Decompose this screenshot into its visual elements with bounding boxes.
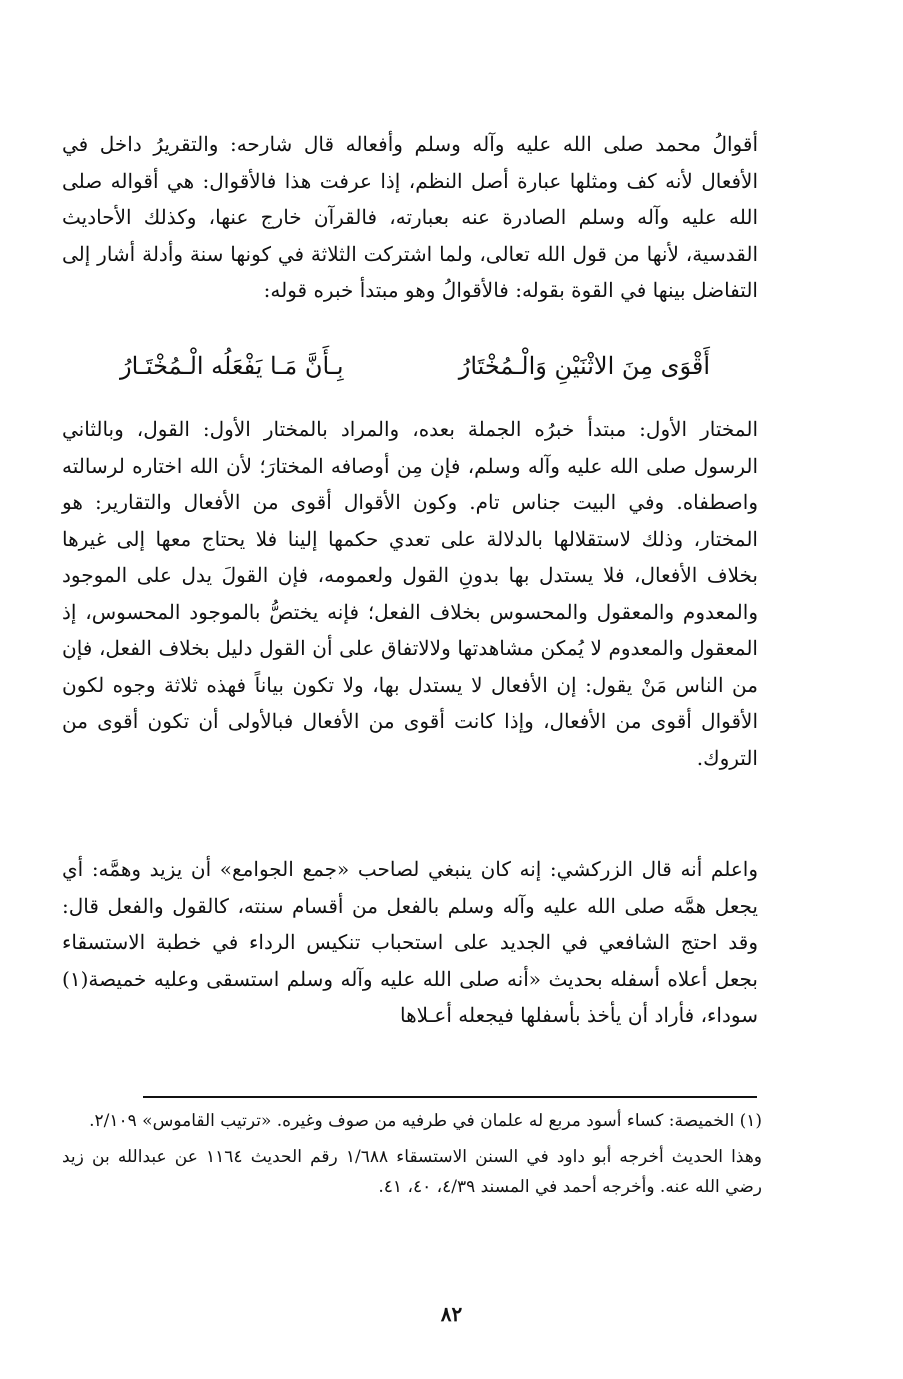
paragraph-3 <box>62 851 758 1034</box>
page-number: ٨٢ <box>440 1302 463 1326</box>
paragraph-1-text: أقوالُ محمد صلى الله عليه وآله وسلم وأفعاله قال شارحه: والتقريرُ داخل في الأفعال لأنه كف ومثلها عبارة أصل النظم، إذا عرفت هذا فالأقوال: هي أقواله صلى الله عليه وآله وسلم الصادرة عنه بعبارته، فالقرآن خارج عنها، وكذلك الأحاديث القدسية، لأنها من قول الله تعالى، ولما اشتركت الثلاثة في كونها سنة وأدلة أشار إلى التفاضل بينها في القوة بقوله: فالأقوالُ وهو مبتدأ خبره قوله: <box>62 132 758 302</box>
paragraph-1 <box>62 126 758 309</box>
verse-right-hemistich: أَقْوَى مِنَ الاثْنَيْنِ وَالْـمُخْتَارُ <box>458 352 710 380</box>
poetry-verse <box>120 346 710 386</box>
footnote-divider <box>143 1096 757 1098</box>
footnote-2: وهذا الحديث أخرجه أبو داود في السنن الاستسقاء ١/٦٨٨ رقم الحديث ١١٦٤ عن عبدالله بن زيد رضي الله عنه. وأخرجه أحمد في المسند ٤/٣٩، ٤٠، ٤١. <box>62 1147 762 1197</box>
paragraph-2 <box>62 411 758 776</box>
footnotes <box>62 1106 762 1202</box>
paragraph-2-text: المختار الأول: مبتدأ خبرُه الجملة بعده، والمراد بالمختار الأول: القول، وبالثاني الرسول صلى الله عليه وآله وسلم، فإن مِن أوصافه المختارَ؛ لأن الله اختاره لرسالته واصطفاه. وفي البيت جناس تام. وكون الأقوال أقوى من الأفعال والتقارير: هو المختار، وذلك لاستقلالها بالدلالة على تعدي حكمها إلينا فلا يحتاج معها إلى غيرها بخلاف الأفعال، فلا يستدل بها بدونِ القول ولعمومه، فإن القولَ يدل على الموجود والمعدوم والمعقول والمحسوس بخلاف الفعل؛ فإنه يختصُّ بالموجود المحسوس، إذ المعقول والمعدوم لا يُمكن مشاهدتها ولالاتفاق على أن القول دليل بخلاف الفعل، فإن من الناس مَنْ يقول: إن الأفعال لا يستدل بها، ولا تكون بياناً فهذه ثلاثة وجوه لكون الأقوال أقوى من الأفعال، وإذا كانت أقوى من الأفعال فبالأولى أن تكون أقوى من التروك. <box>62 417 758 770</box>
paragraph-3-text: واعلم أنه قال الزركشي: إنه كان ينبغي لصاحب «جمع الجوامع» أن يزيد وهمَّه: أي يجعل همَّه صلى الله عليه وآله وسلم بالفعل من أقسام سنته، كالقول والفعل قال: وقد احتج الشافعي في الجديد على استحباب تنكيس الرداء في خطبة الاستسقاء بجعل أعلاه أسفله بحديث «أنه صلى الله عليه وآله وسلم استسقى وعليه خميصة(١) سوداء، فأراد أن يأخذ بأسفلها فيجعله أعـلاها <box>62 857 758 1027</box>
footnote-1: (١) الخميصة: كساء أسود مربع له علمان في طرفيه من صوف وغيره. «ترتيب القاموس» ٢/١٠٩. <box>89 1111 762 1131</box>
verse-left-hemistich: بِـأَنَّ مَـا يَفْعَلُه الْـمُخْتَـارُ <box>120 352 344 380</box>
